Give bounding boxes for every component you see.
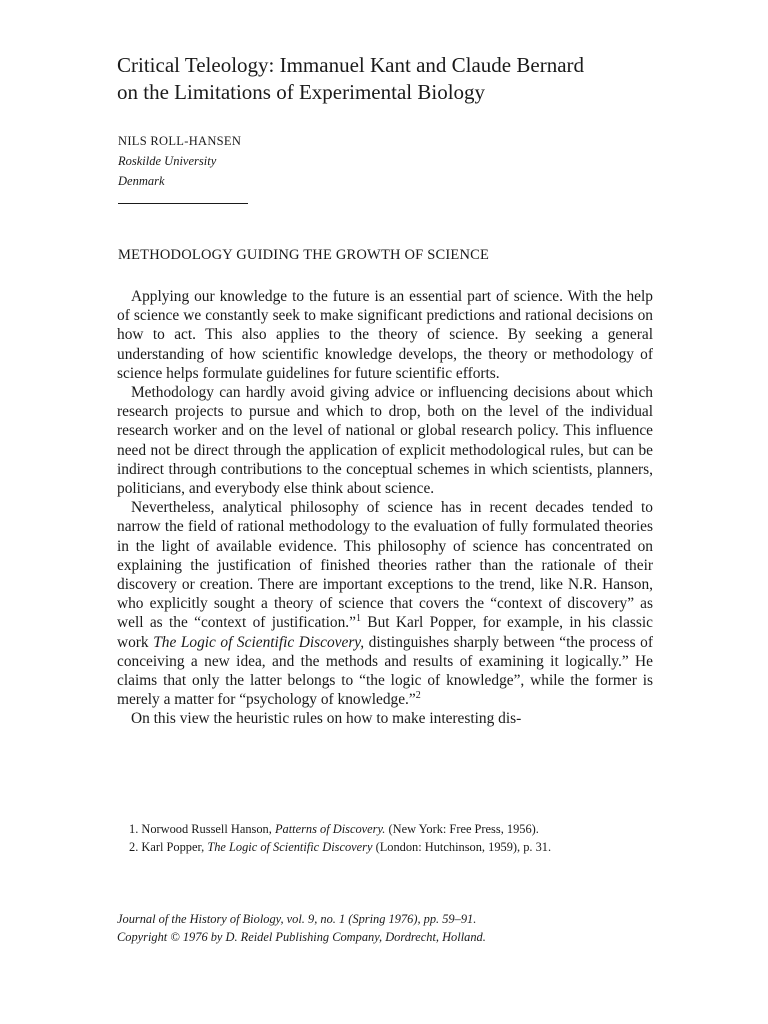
footnote-1-author: 1. Norwood Russell Hanson,: [129, 822, 275, 836]
paragraph-4: On this view the heuristic rules on how to make interesting dis-: [131, 710, 522, 728]
section-heading: METHODOLOGY GUIDING THE GROWTH OF SCIENCE: [118, 247, 490, 263]
journal-info: [117, 910, 657, 946]
body-text: [117, 287, 653, 729]
footnote-ref-2: 2: [415, 690, 421, 702]
paragraph-2: Methodology can hardly avoid giving advice or influencing decisions about which research projects to pursue and which to drop, both on the level of the individual research worker and on the level of national or global research policy. This influence need not be direct through the application of explicit methodological rules, but can be indirect through contributions to the conceptual schemes in which scientists, planners, politicians, and everybody else think about science.: [117, 384, 653, 498]
article-title-line-2: on the Limitations of Experimental Biology: [117, 80, 486, 104]
footnotes: [117, 820, 653, 856]
footnote-ref-1: 1: [355, 613, 361, 625]
footnote-2-publisher: (London: Hutchinson, 1959), p. 31.: [372, 840, 552, 854]
footnote-1-title: Patterns of Discovery.: [274, 822, 386, 836]
footnote-2-author: 2. Karl Popper,: [129, 840, 208, 854]
paragraph-3-part-b: But Karl Popper, for example, in his classic work: [117, 614, 653, 651]
author-divider: [118, 203, 248, 204]
copyright-notice: Copyright © 1976 by D. Reidel Publishing Company, Dordrecht, Holland.: [117, 930, 486, 944]
author-block: [118, 131, 241, 191]
journal-citation: Journal of the History of Biology, vol. 9, no. 1 (Spring 1976), pp. 59–91.: [117, 912, 477, 926]
paragraph-3: [117, 498, 653, 709]
footnote-2-title: The Logic of Scientific Discovery: [207, 840, 373, 854]
paragraph-1: Applying our knowledge to the future is an essential part of science. With the help of science we constantly seek to make significant predictions and rational decisions on how to act. This also applies to the theory of science. By seeking a general understanding of how scientific knowledge develops, the theory or methodology of science helps formulate guidelines for future scientific efforts.: [117, 288, 653, 382]
footnote-1: [117, 820, 653, 838]
author-affiliation: Roskilde University: [118, 154, 217, 168]
article-title-line-1: Critical Teleology: Immanuel Kant and Claude Bernard: [117, 53, 585, 77]
footnote-1-publisher: (New York: Free Press, 1956).: [385, 822, 539, 836]
paragraph-3-part-c: distinguishes sharply between “the process of conceiving a new idea, and the methods and results of examining it logically.” He claims that only the latter belongs to “the logic of knowledge”, while the former is merely a matter for “psychology of knowledge.”: [117, 633, 653, 709]
paragraph-3-part-a: Nevertheless, analytical philosophy of science has in recent decades tended to narrow the field of rational methodology to the evaluation of fully formulated theories in the light of available evidence. This philosophy of science has concentrated on explaining the justification of finished theories rather than the rationale of their discovery or creation. There are important exceptions to the trend, like N.R. Hanson, who explicitly sought a theory of science that covers the “context of discovery” as well as the “context of justification.”: [117, 499, 653, 632]
author-country: Denmark: [118, 174, 165, 188]
author-name: NILS ROLL-HANSEN: [118, 134, 242, 148]
article-title: [117, 52, 677, 106]
footnote-2: [117, 838, 653, 856]
book-title-reference: The Logic of Scientific Discovery,: [153, 633, 365, 651]
